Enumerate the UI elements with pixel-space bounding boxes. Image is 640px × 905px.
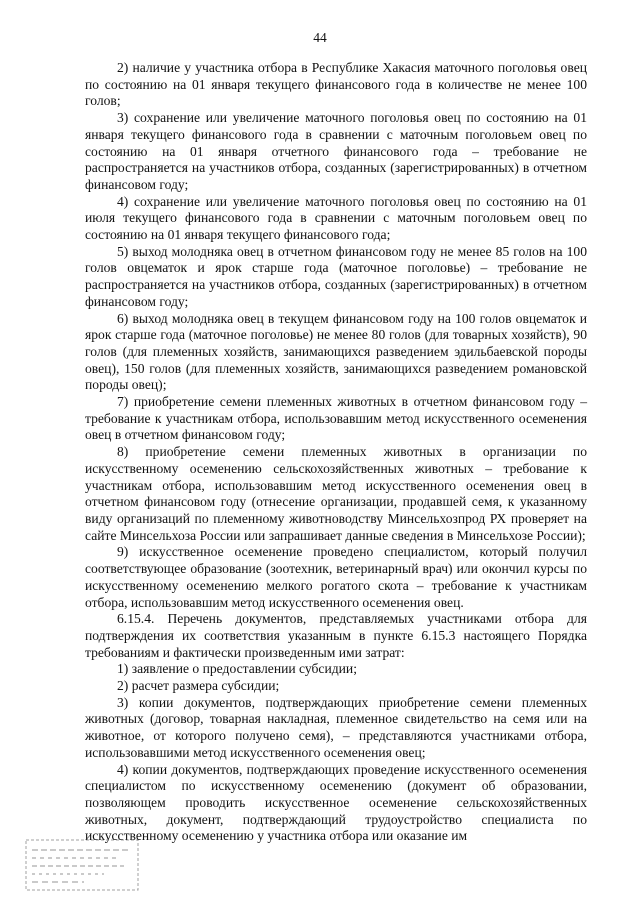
paragraph-item-5: 5) выход молодняка овец в отчетном финансовом году не менее 85 голов на 100 голов овцематок и ярок старше года (маточное поголовье) – требование не распространяется на участников отбора, созданных (зарегистрированных) в отчетном финансовом году; [85, 243, 587, 309]
paragraph-item-6: 6) выход молодняка овец в текущем финансовом году на 100 голов овцематок и ярок старше года (маточное поголовье) не менее 80 голов (для товарных хозяйств), 90 голов (для племенных хозяйств, занимающихся разведением эдильбаевской породы овец), 150 голов (для племенных хозяйств, занимающихся разведением романовской породы овец); [85, 310, 587, 393]
list-item-2: 2) расчет размера субсидии; [117, 678, 280, 694]
list-item-4: 4) копии документов, подтверждающих проведение искусственного осеменения специалистом по искусственному осеменению (документ об образовании, позволяющем проводить искусственное осеменение сельскохозяйственных животных, документ, подтверждающий трудоустройство специалиста по искусственному осеменению у участника отбора или оказание им [85, 761, 587, 844]
paragraph-item-2: 2) наличие у участника отбора в Республике Хакасия маточного поголовья овец по состоянию на 01 января текущего финансового года в количестве не менее 100 голов; [85, 60, 587, 109]
paragraph-item-8: 8) приобретение семени племенных животных в организации по искусственному осеменению сельскохозяйственных животных – требование к участникам отбора, использовавшим метод искусственного осеменения овец в отчетном финансовом году (отнесение организации, продавшей семя, к указанному виду организаций по племенному животноводству Минсельхозпрод РХ проверяет на сайте Минсельхоза России или запрашивает данные сведения в Минсельхозе России); [85, 444, 587, 543]
paragraph-item-7: 7) приобретение семени племенных животных в отчетном финансовом году – требование к участникам отбора, использовавшим метод искусственного осеменения овец в отчетном финансовом году; [85, 394, 587, 443]
list-item-1: 1) заявление о предоставлении субсидии; [117, 661, 357, 677]
paragraph-item-9: 9) искусственное осеменение проведено специалистом, который получил соответствующее образование (зоотехник, ветеринарный врач) или окончил курсы по искусственному осеменению мелкого рогатого скота – требование к участникам отбора, использовавшим метод искусственного осеменения овец. [85, 544, 587, 610]
document-body [85, 60, 587, 845]
page-number: 44 [313, 30, 327, 45]
list-item-3: 3) копии документов, подтверждающих приобретение семени племенных животных (договор, товарная накладная, племенное свидетельство на семя или на животное, от которого получено семя), – представляются участниками отбора, использовавшими метод искусственного осеменения овец; [85, 694, 587, 760]
stamp-graphic [24, 838, 142, 894]
paragraph-6-15-4: 6.15.4. Перечень документов, представляемых участниками отбора для подтверждения их соответствия указанным в пункте 6.15.3 настоящего Порядка требованиям и фактически произведенным ими затрат: [85, 611, 587, 660]
paragraph-item-3: 3) сохранение или увеличение маточного поголовья овец по состоянию на 01 января текущего финансового года в сравнении с маточным поголовьем овец по состоянию на 01 января отчетного финансового года – требование не распространяется на участников отбора, созданных (зарегистрированных) в отчетном финансовом году; [85, 110, 587, 192]
registration-stamp [24, 838, 142, 894]
paragraph-item-4: 4) сохранение или увеличение маточного поголовья овец по состоянию на 01 июля текущего финансового года в сравнении с маточным поголовьем овец по состоянию на 01 января текущего финансового года; [85, 193, 587, 243]
